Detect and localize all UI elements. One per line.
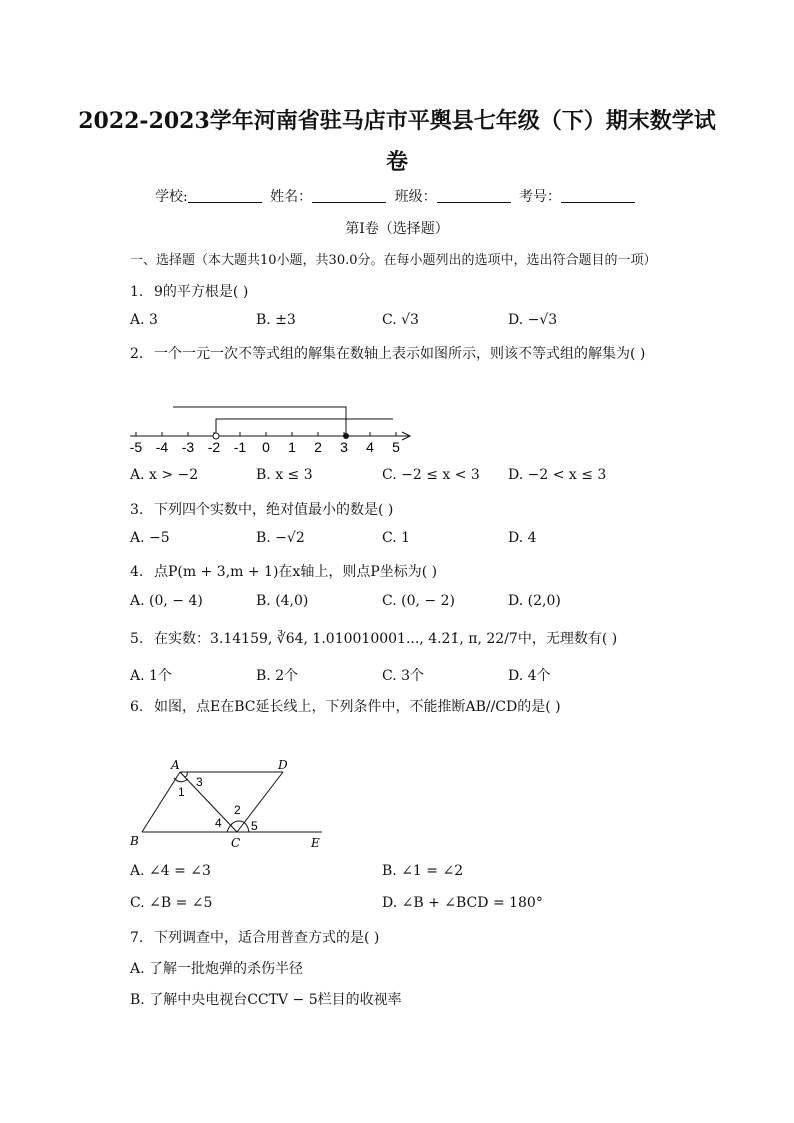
q5-option-d: D. 4个 (508, 668, 551, 684)
question-text: 在实数：3.14159, ∛64, 1.010010001..., 4.2̇1̇, π, 22/7中，无理数有( ) (154, 631, 618, 647)
q1-option-d: D. −√3 (508, 312, 558, 328)
name-blank (312, 188, 386, 203)
section-title: 第Ⅰ卷（选择题） (345, 221, 449, 237)
q6-option-a: A. ∠4 = ∠3 (130, 863, 211, 879)
question-1 (130, 281, 248, 301)
tick-label: 3 (340, 439, 348, 455)
q4-option-b: B. (4,0) (256, 593, 309, 609)
segment-ab (142, 772, 180, 832)
angle-label-4: 4 (215, 816, 222, 830)
tick-label: -3 (181, 439, 195, 455)
exam-no-label: 考号： (519, 189, 562, 205)
closed-range-line (173, 407, 346, 436)
geometry-figure (125, 755, 335, 855)
question-3 (130, 499, 393, 519)
q4-option-d: D. (2,0) (508, 593, 561, 609)
tick-label: 4 (366, 439, 374, 455)
q3-option-a: A. −5 (130, 530, 170, 546)
angle-label-2: 2 (234, 803, 241, 817)
label-a: A (171, 758, 180, 772)
question-text: 点P(m + 3,m + 1)在x轴上，则点P坐标为( ) (154, 564, 438, 580)
tick-label: -2 (207, 439, 221, 455)
open-range-line (216, 419, 393, 436)
q1-option-b: B. ±3 (256, 312, 296, 328)
label-b: B (130, 834, 139, 848)
angle-label-5: 5 (251, 819, 258, 833)
q7-option-b: B. 了解中央电视台CCTV − 5栏目的收视率 (130, 992, 402, 1008)
question-text: 一个一元一次不等式组的解集在数轴上表示如图所示，则该不等式组的解集为( ) (154, 346, 646, 362)
q3-option-b: B. −√2 (256, 530, 305, 546)
question-7 (130, 927, 379, 947)
closed-point (343, 433, 349, 439)
name-label: 姓名： (270, 189, 313, 205)
q1-option-a: A. 3 (130, 312, 158, 328)
question-number: 2. (130, 346, 144, 362)
tick-label: -4 (155, 439, 169, 455)
number-line-figure (120, 396, 420, 458)
tick-label: 2 (314, 439, 322, 455)
angle-3-arc (185, 772, 187, 777)
class-label: 班级： (394, 189, 437, 205)
school-label: 学校: (154, 189, 188, 205)
school-blank (188, 188, 262, 203)
label-e: E (311, 836, 320, 850)
q6-option-b: B. ∠1 = ∠2 (382, 863, 464, 879)
q5-option-b: B. 2个 (256, 668, 299, 684)
q1-option-c: C. √3 (382, 312, 419, 328)
tick-label: 1 (288, 439, 296, 455)
question-text: 下列调查中，适合用普查方式的是( ) (154, 930, 380, 946)
q2-option-d: D. −2 < x ≤ 3 (508, 467, 607, 483)
segment-cd (237, 772, 283, 832)
angle-label-3: 3 (196, 775, 203, 789)
q4-option-c: C. (0, − 2) (382, 593, 455, 609)
q6-option-d: D. ∠B + ∠BCD = 180° (382, 895, 543, 911)
question-number: 5. (130, 631, 144, 647)
page-title-continued: 卷 (385, 149, 408, 175)
question-2 (130, 343, 645, 363)
question-number: 7. (130, 930, 144, 946)
exam-no-blank (561, 188, 635, 203)
q3-option-c: C. 1 (382, 530, 411, 546)
question-number: 4. (130, 564, 144, 580)
tick-label: -1 (233, 439, 247, 455)
q2-option-c: C. −2 ≤ x < 3 (382, 467, 480, 483)
question-text: 9的平方根是( ) (154, 284, 249, 300)
label-c: C (231, 836, 241, 850)
question-number: 6. (130, 699, 144, 715)
question-text: 下列四个实数中，绝对值最小的数是( ) (154, 502, 394, 518)
tick-label: -5 (129, 439, 143, 455)
open-point (213, 433, 219, 439)
q6-option-c: C. ∠B = ∠5 (130, 895, 213, 911)
segment-ac (180, 772, 237, 832)
q3-option-d: D. 4 (508, 530, 537, 546)
page-title: 2022-2023学年河南省驻马店市平舆县七年级（下）期末数学试 (78, 108, 716, 134)
q7-option-a: A. 了解一批炮弹的杀伤半径 (130, 961, 304, 977)
angle-label-1: 1 (178, 785, 185, 799)
tick-label: 5 (392, 439, 400, 455)
tick-label: 0 (262, 439, 270, 455)
question-number: 1. (130, 284, 144, 300)
question-4 (130, 561, 437, 581)
question-text: 如图，点E在BC延长线上，下列条件中，不能推断AB//CD的是( ) (154, 699, 561, 715)
question-number: 3. (130, 502, 144, 518)
q2-option-a: A. x > −2 (130, 467, 199, 483)
q2-option-b: B. x ≤ 3 (256, 467, 313, 483)
question-5 (130, 628, 617, 648)
q5-option-a: A. 1个 (130, 668, 172, 684)
label-d: D (278, 758, 288, 772)
student-info-line (0, 186, 794, 206)
question-6 (130, 696, 561, 716)
class-blank (437, 188, 511, 203)
part-one-heading: 一、选择题（本大题共10小题，共30.0分。在每小题列出的选项中，选出符合题目的一项） (130, 253, 657, 268)
q5-option-c: C. 3个 (382, 668, 425, 684)
q4-option-a: A. (0, − 4) (130, 593, 203, 609)
